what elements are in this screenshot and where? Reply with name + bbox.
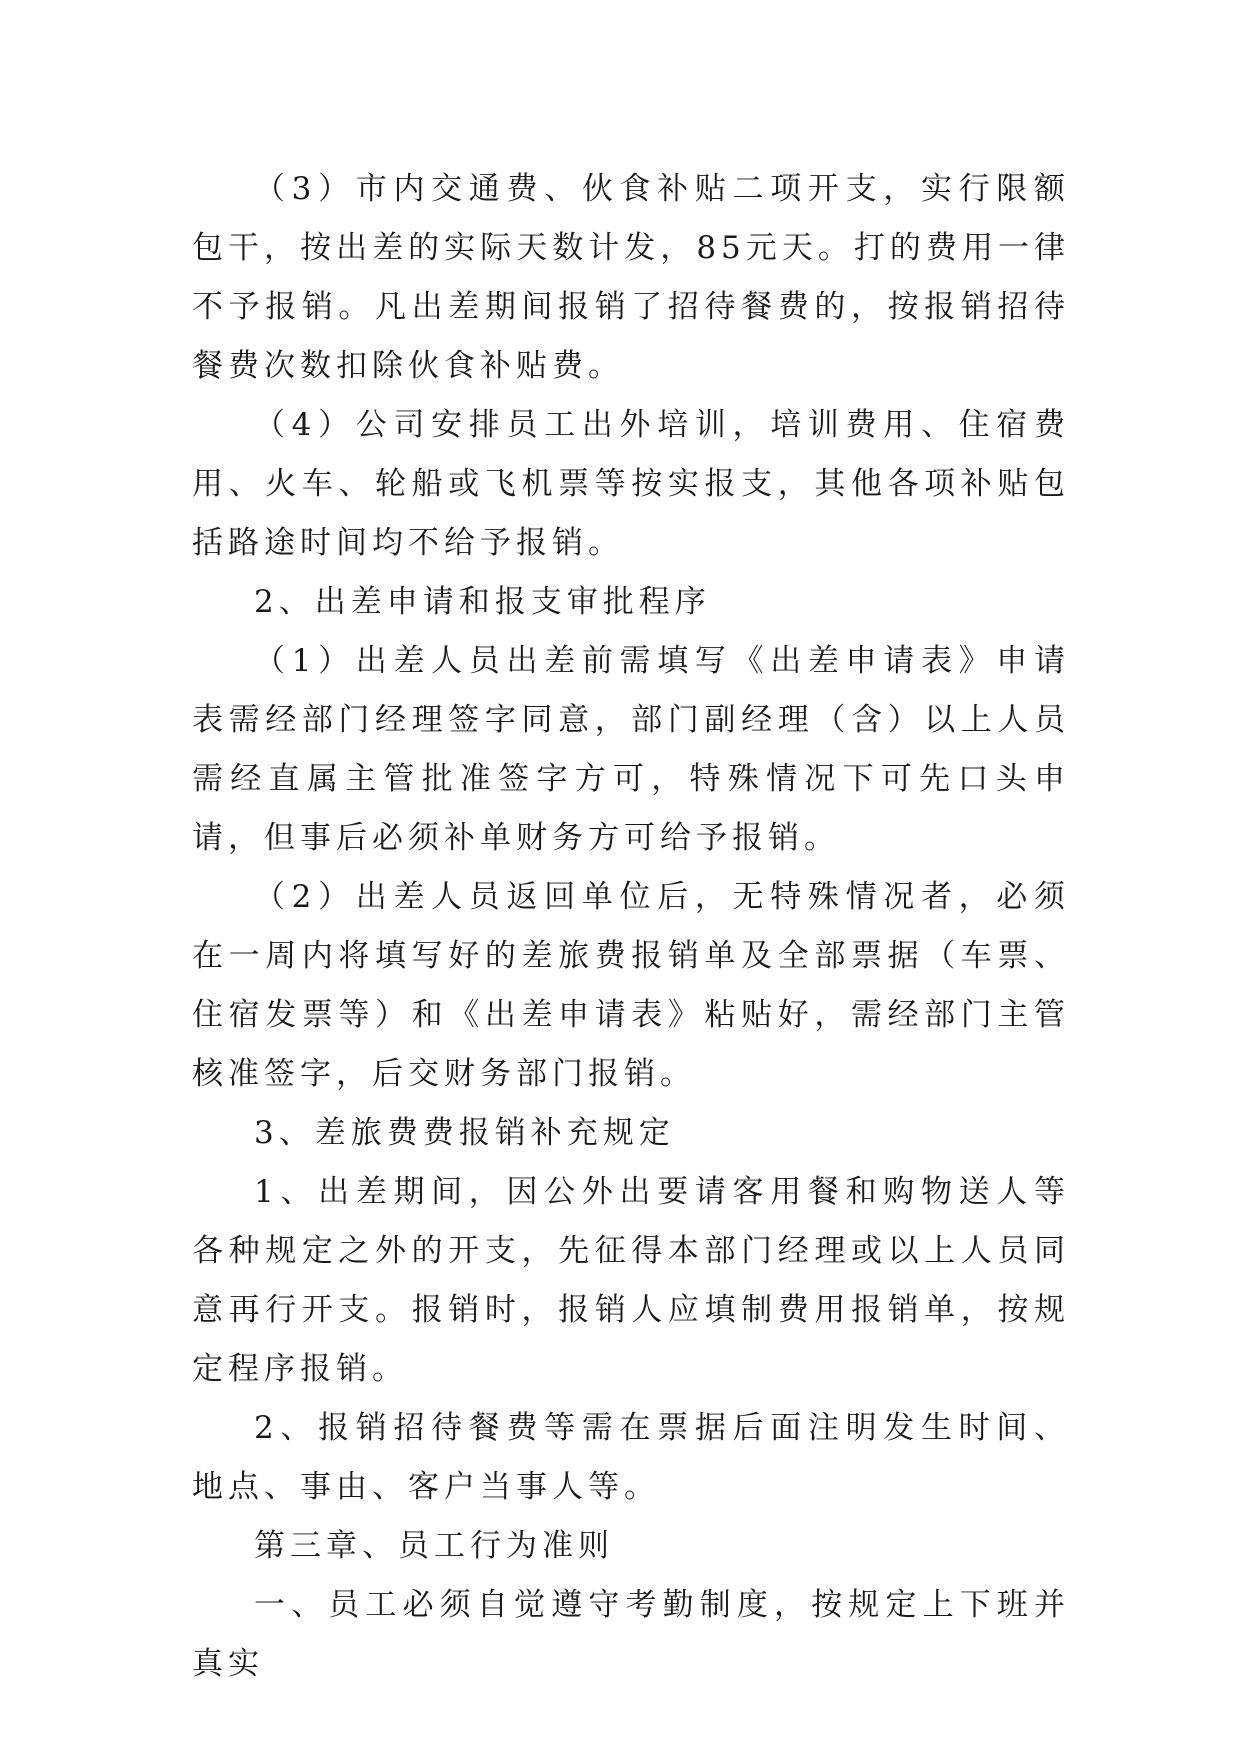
- paragraph-attendance-rule: 一、员工必须自觉遵守考勤制度，按规定上下班并真实: [192, 1587, 1070, 1682]
- document-body: [192, 160, 1070, 1694]
- paragraph-transport-meal-allowance: （3）市内交通费、伙食补贴二项开支，实行限额包干，按出差的实际天数计发，85元天。打的费用一律不予报销。凡出差期间报销了招待餐费的，按报销招待餐费次数扣除伙食补贴费。: [192, 171, 1070, 384]
- paragraph-pre-trip-application: （1）出差人员出差前需填写《出差申请表》申请表需经部门经理签字同意，部门副经理（含）以上人员需经直属主管批准签字方可，特殊情况下可先口头申请，但事后必须补单财务方可给予报销。: [192, 643, 1070, 856]
- paragraph-training-expenses: （4）公司安排员工出外培训，培训费用、住宿费用、火车、轮船或飞机票等按实报支，其他各项补贴包括路途时间均不给予报销。: [192, 407, 1070, 561]
- section-heading-supplementary-rules: 3、差旅费费报销补充规定: [254, 1115, 675, 1151]
- chapter-heading-code-of-conduct: 第三章、员工行为准则: [254, 1528, 614, 1564]
- paragraph-entertainment-receipts: 2、报销招待餐费等需在票据后面注明发生时间、地点、事由、客户当事人等。: [192, 1410, 1070, 1505]
- paragraph-extra-expenses: 1、出差期间，因公外出要请客用餐和购物送人等各种规定之外的开支，先征得本部门经理或以上人员同意再行开支。报销时，报销人应填制费用报销单，按规定程序报销。: [192, 1174, 1070, 1387]
- paragraph-post-trip-reimbursement: （2）出差人员返回单位后，无特殊情况者，必须在一周内将填写好的差旅费报销单及全部票据（车票、住宿发票等）和《出差申请表》粘贴好，需经部门主管核准签字，后交财务部门报销。: [192, 879, 1070, 1092]
- section-heading-approval-procedure: 2、出差申请和报支审批程序: [254, 584, 711, 620]
